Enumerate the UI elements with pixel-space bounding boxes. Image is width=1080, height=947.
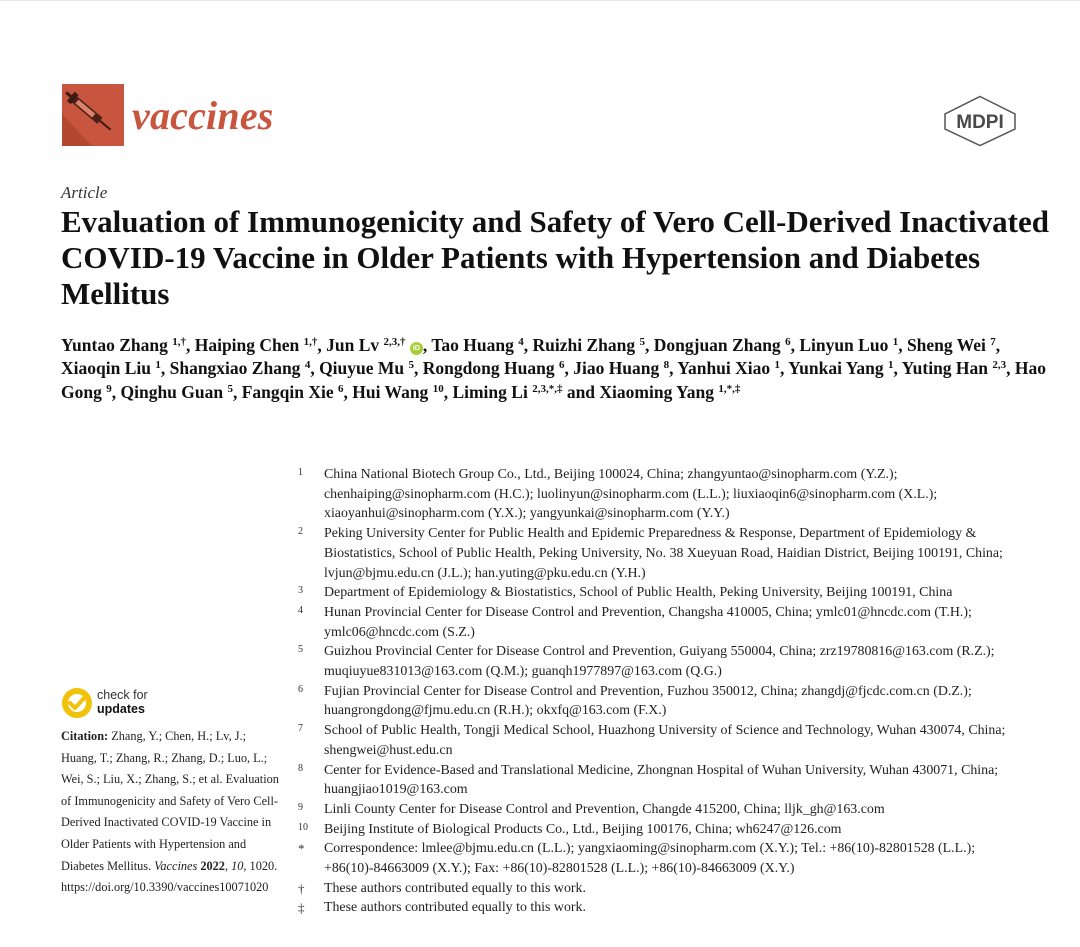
article-title: Evaluation of Immunogenicity and Safety of Vero Cell-Derived Inactivated COVID-19 Vaccine in Older Patients with Hypertension and Diabetes Mellitus bbox=[61, 204, 1049, 311]
affiliation-marker: 5 bbox=[298, 644, 303, 656]
check-updates-line2: updates bbox=[97, 702, 145, 716]
author-affiliation-sup: 1,*,‡ bbox=[718, 382, 741, 395]
check-updates-line1: check for bbox=[97, 688, 148, 702]
affiliation-marker: 10 bbox=[298, 821, 308, 833]
author-affiliation-sup: 1,† bbox=[172, 336, 186, 348]
syringe-icon bbox=[62, 84, 124, 146]
affiliations-list bbox=[298, 465, 1038, 918]
author-name[interactable]: Yuting Han bbox=[901, 358, 989, 379]
citation-authors: Zhang, Y.; Chen, H.; Lv, J.; Huang, T.; Zhang, R.; Zhang, D.; Luo, L.; Wei, S.; Liu, X.; Zhang, S.; et al. Evaluation of Immunogenicity and Safety of Vero Cell-Derived Inactivated COVID-19 Vaccine in Older Patients with Hypertension and Diabetes Mellitus. bbox=[61, 729, 279, 873]
publisher-logo[interactable] bbox=[941, 95, 1019, 147]
author-name[interactable]: Fangqin Xie bbox=[241, 381, 334, 402]
author-affiliation-sup: 6 bbox=[338, 382, 344, 395]
citation-journal: Vaccines bbox=[154, 858, 198, 873]
affiliation-item bbox=[298, 898, 1038, 918]
affiliation-text: School of Public Health, Tongji Medical School, Huazhong University of Science and Technology, Wuhan 430074, China; shengwei@hust.edu.cn bbox=[324, 723, 1006, 758]
affiliation-text: Fujian Provincial Center for Disease Control and Prevention, Fuzhou 350012, China; zhangdj@fjcdc.com.cn (D.Z.); huangrongdong@fjmu.edu.cn (R.H.); okxfq@163.com (F.X.) bbox=[324, 683, 972, 719]
author-name[interactable]: Linyun Luo bbox=[799, 335, 889, 355]
journal-logo[interactable] bbox=[62, 84, 124, 146]
affiliation-text: Correspondence: lmlee@bjmu.edu.cn (L.L.); yangxiaoming@sinopharm.com (X.Y.); Tel.: +86(10)-82801528 (L.L.); +86(10)-84663009 (X.Y.); Fax: +86(10)-82801528 (L.L.); +86(10)-84663009 (X.Y.) bbox=[324, 841, 976, 877]
author-affiliation-sup: 4 bbox=[304, 359, 311, 372]
author-affiliation-sup: 2,3,*,‡ bbox=[532, 382, 563, 395]
author-name[interactable]: Liming Li bbox=[452, 381, 528, 402]
author-name[interactable]: Tao Huang bbox=[431, 335, 514, 355]
affiliation-marker: 9 bbox=[298, 801, 303, 813]
author-affiliation-sup: 4 bbox=[518, 336, 524, 348]
author-name[interactable]: Qiuyue Mu bbox=[319, 358, 405, 379]
affiliation-marker: 7 bbox=[298, 723, 303, 735]
author-affiliation-sup: 1 bbox=[892, 336, 899, 348]
author-affiliation-sup: 1,† bbox=[303, 336, 318, 348]
author-name[interactable]: Rongdong Huang bbox=[422, 358, 555, 379]
author-affiliation-sup: 5 bbox=[408, 359, 415, 372]
affiliation-item bbox=[298, 839, 1038, 878]
affiliation-marker: ‡ bbox=[298, 900, 305, 916]
check-for-updates-badge[interactable] bbox=[61, 685, 171, 721]
citation-doi-link[interactable]: https://doi.org/10.3390/vaccines10071020 bbox=[61, 880, 269, 895]
affiliation-marker: 3 bbox=[298, 585, 303, 597]
affiliation-text: Guizhou Provincial Center for Disease Control and Prevention, Guiyang 550004, China; zrz19780816@163.com (R.Z.); muqiuyue831013@163.com (Q.M.); guanqh1977897@163.com (Q.G.) bbox=[324, 644, 995, 680]
affiliation-item bbox=[298, 524, 1038, 583]
author-name[interactable]: Yunkai Yang bbox=[788, 358, 884, 379]
orcid-icon[interactable]: iD bbox=[410, 342, 423, 355]
author-affiliation-sup: 7 bbox=[990, 336, 996, 348]
author-name[interactable]: Hui Wang bbox=[352, 381, 429, 402]
author-affiliation-sup: 2,3 bbox=[992, 359, 1007, 372]
affiliation-item bbox=[298, 761, 1038, 800]
affiliation-marker: 8 bbox=[298, 762, 303, 774]
affiliation-item bbox=[298, 800, 1038, 820]
author-join-word: and bbox=[566, 381, 600, 402]
citation-pages: , 1020. bbox=[243, 858, 278, 873]
author-name[interactable]: Jiao Huang bbox=[573, 358, 660, 379]
affiliation-marker: 1 bbox=[298, 467, 303, 478]
affiliation-item bbox=[298, 603, 1038, 642]
citation-volume: 10 bbox=[231, 858, 244, 873]
author-name[interactable]: Xiaoqin Liu bbox=[61, 358, 151, 379]
affiliation-text: Hunan Provincial Center for Disease Control and Prevention, Changsha 410005, China; ymlc01@hncdc.com (T.H.); ymlc06@hncdc.com (S.Z.) bbox=[324, 604, 972, 640]
affiliation-marker: 2 bbox=[298, 526, 303, 538]
author-name[interactable]: Qinghu Guan bbox=[120, 381, 224, 402]
author-affiliation-sup: 1 bbox=[155, 359, 161, 372]
author-name[interactable]: Jun Lv bbox=[326, 335, 380, 355]
top-border bbox=[0, 0, 1080, 1]
citation-year: 2022 bbox=[200, 858, 225, 873]
publisher-name: MDPI bbox=[956, 112, 1004, 133]
author-name[interactable]: Hao Gong bbox=[61, 358, 1047, 402]
author-name[interactable]: Xiaoming Yang bbox=[599, 381, 714, 402]
author-name[interactable]: Shangxiao Zhang bbox=[169, 358, 301, 379]
affiliation-text: Linli County Center for Disease Control and Prevention, Changde 415200, China; lljk_gh@163.com bbox=[324, 801, 885, 817]
author-name[interactable]: Yanhui Xiao bbox=[677, 358, 771, 379]
author-name[interactable]: Haiping Chen bbox=[194, 335, 300, 355]
author-name[interactable]: Yuntao Zhang bbox=[61, 335, 168, 355]
affiliation-item bbox=[298, 879, 1038, 899]
author-affiliation-sup: 9 bbox=[106, 382, 112, 395]
affiliation-item bbox=[298, 721, 1038, 760]
author-affiliation-sup: 1 bbox=[888, 359, 894, 372]
author-affiliation-sup: 2,3,† bbox=[383, 336, 406, 348]
affiliation-marker: 4 bbox=[298, 604, 303, 616]
affiliation-marker: * bbox=[298, 841, 305, 857]
author-name[interactable]: Ruizhi Zhang bbox=[532, 335, 636, 355]
author-affiliation-sup: 8 bbox=[663, 359, 670, 372]
check-updates-icon bbox=[61, 687, 93, 719]
affiliation-item bbox=[298, 642, 1038, 681]
affiliation-text: Center for Evidence-Based and Translational Medicine, Zhongnan Hospital of Wuhan University, Wuhan 430071, China; huangjiao1019@163.com bbox=[324, 762, 999, 798]
author-list: Yuntao Zhang $^{1,\dagger}$, Haiping Chen $^{1,\dagger}$, Jun Lv $^{2,3,\dagger}$ iD , Tao Huang $^4$, Ruizhi Zhang $^5$, Dongjuan Zhang $^6$, Linyun Luo $^1$, Sheng Wei $^7$, Xiaoqin Liu $^1$, Shangxiao Zhang $^4$, Qiuyue Mu $^5$, Rongdong Huang $^6$, Jiao Huang $^8$, Yanhui Xiao $^1$, Yunkai Yang $^1$, Yuting Han $^{2,3}$, Hao Gong $^9$, Qinghu Guan $^5$, Fangqin Xie $^6$, Hui Wang $^{10}$, Liming Li $^{2,3,*,\ddagger}$ and Xiaoming Yang $^{1,*,\ddagger}$ bbox=[61, 335, 1047, 402]
citation-block: Citation: Zhang, Y.; Chen, H.; Lv, J.; Huang, T.; Zhang, R.; Zhang, D.; Luo, L.; Wei, S.; Liu, X.; Zhang, S.; et al. Evaluation of Immunogenicity and Safety of Vero Cell-Derived Inactivated COVID-19 Vaccine in Older Patients with Hypertension and Diabetes Mellitus. Vaccines 2022, 10, 1020. https://doi.org/10.3390/vaccines10071020 bbox=[61, 729, 279, 895]
affiliation-text: Beijing Institute of Biological Products Co., Ltd., Beijing 100176, China; wh6247@126.com bbox=[324, 821, 842, 837]
affiliation-marker: 6 bbox=[298, 683, 303, 695]
author-affiliation-sup: 5 bbox=[639, 336, 645, 348]
affiliation-text: Peking University Center for Public Health and Epidemic Preparedness & Response, Department of Epidemiology & Biostatistics, School of Public Health, Peking University, No. 38 Xueyuan Road, Haidian District, Beijing 100191, China; lvjun@bjmu.edu.cn (J.L.); han.yuting@pku.edu.cn (Y.H.) bbox=[324, 526, 1003, 581]
author-name[interactable]: Dongjuan Zhang bbox=[653, 335, 781, 355]
affiliation-text: China National Biotech Group Co., Ltd., Beijing 100024, China; zhangyuntao@sinopharm.com (Y.Z.); chenhaiping@sinopharm.com (H.C.); luolinyun@sinopharm.com (L.L.); liuxiaoqin6@sinopharm.com (X.L.); xiaoyanhui@sinopharm.com (Y.X.); yangyunkai@sinopharm.com (Y.Y.) bbox=[324, 467, 938, 522]
author-affiliation-sup: 10 bbox=[432, 382, 444, 395]
article-type: Article bbox=[61, 183, 108, 202]
author-affiliation-sup: 6 bbox=[785, 336, 791, 348]
affiliation-text: These authors contributed equally to this work. bbox=[324, 880, 586, 896]
author-affiliation-sup: 5 bbox=[227, 382, 233, 395]
author-affiliation-sup: 6 bbox=[558, 359, 565, 372]
affiliation-item bbox=[298, 820, 1038, 840]
affiliation-item bbox=[298, 682, 1038, 721]
author-affiliation-sup: 1 bbox=[774, 359, 781, 372]
affiliation-item bbox=[298, 465, 1038, 524]
citation-label: Citation: bbox=[61, 729, 109, 743]
affiliation-item bbox=[298, 583, 1038, 603]
affiliation-text: Department of Epidemiology & Biostatistics, School of Public Health, Peking University, Beijing 100191, China bbox=[324, 585, 953, 601]
affiliation-marker: † bbox=[298, 880, 305, 896]
affiliation-text: These authors contributed equally to this work. bbox=[324, 900, 586, 916]
journal-name[interactable]: vaccines bbox=[132, 93, 274, 138]
author-name[interactable]: Sheng Wei bbox=[906, 335, 986, 355]
